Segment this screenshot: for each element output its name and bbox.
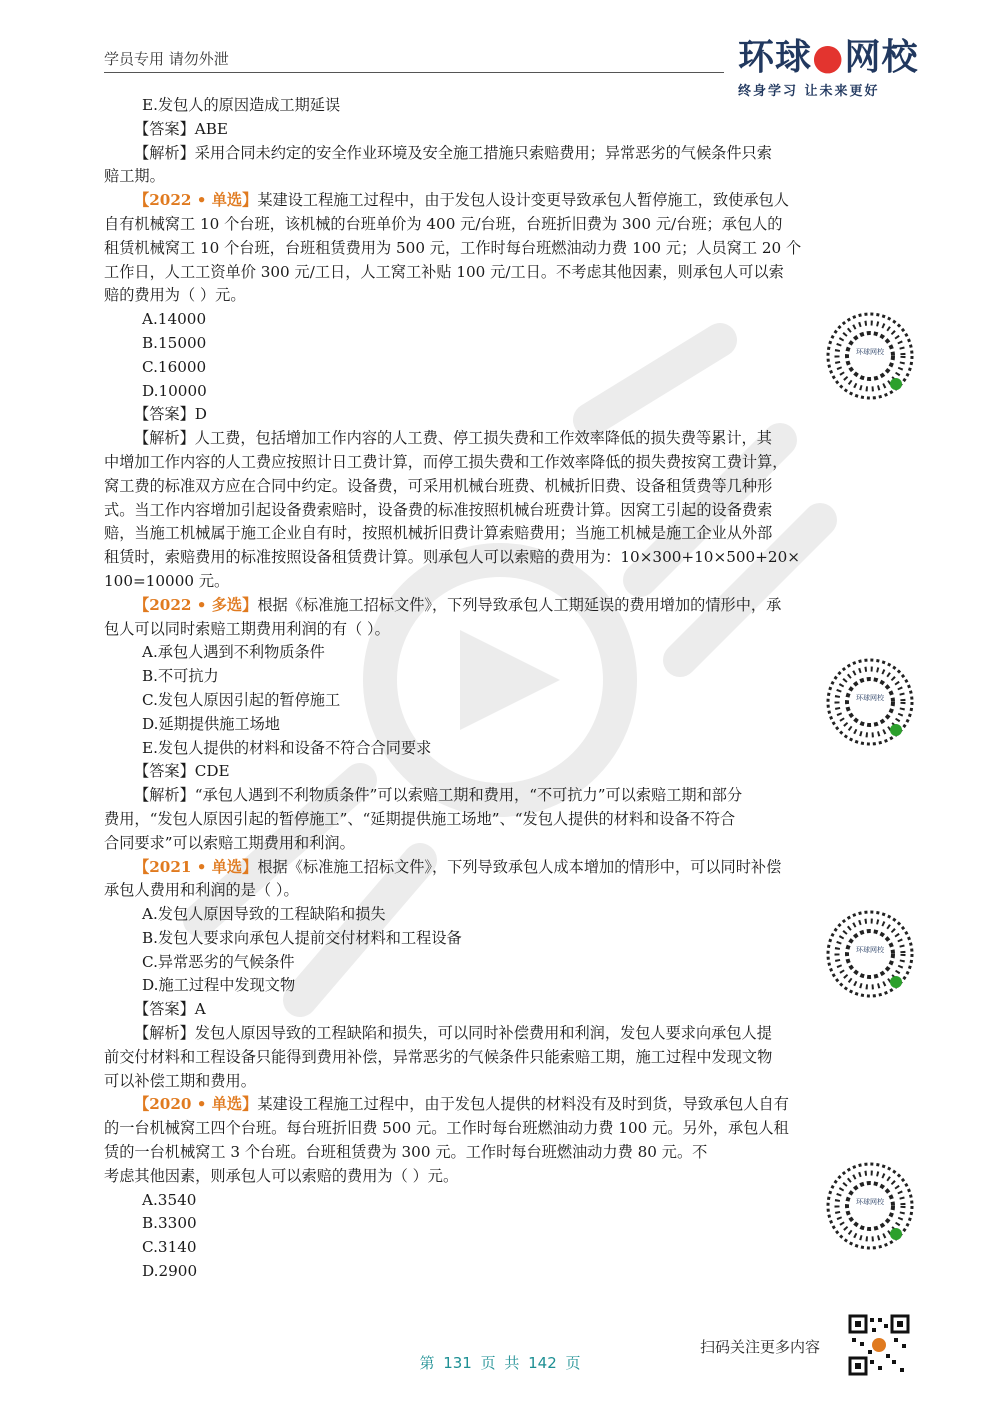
analysis: 【解析】采用合同未约定的安全作业环境及安全施工措施只索赔费用；异常恶劣的气候条件只索: [134, 143, 772, 162]
qr-label: 环球网校: [856, 946, 884, 954]
analysis-line: 赔，当施工机械属于施工企业自有时，按照机械折旧费计算索赔费用；当施工机械是施工企业从外部: [104, 524, 773, 543]
brand-logo: [738, 36, 918, 100]
option-e: E.发包人提供的材料和设备不符合合同要求: [142, 738, 432, 757]
answer: 【答案】ABE: [134, 119, 228, 138]
question-stem: 【2021 • 单选】根据《标准施工招标文件》，下列导致承包人成本增加的情形中，可以同时补偿: [134, 857, 782, 876]
qr-label: 环球网校: [856, 1198, 884, 1206]
analysis-line: 前交付材料和工程设备只能得到费用补偿，异常恶劣的气候条件只能索赔工期，施工过程中发现文物: [104, 1047, 773, 1066]
scan-prompt: 扫码关注更多内容: [700, 1338, 821, 1356]
question-stem-line: 承包人费用和利润的是（ ）。: [104, 881, 299, 900]
option-a: A.14000: [142, 310, 207, 329]
question-stem-line: 自有机械窝工 10 个台班，该机械的台班单价为 400 元/台班，台班折旧费为 300 元/台班；承包人的: [104, 214, 783, 233]
option-b: B.3300: [142, 1214, 197, 1233]
analysis-line: 窝工费的标准双方应在合同中约定。设备费，可采用机械台班费、机械折旧费、设备租赁费等几种形: [104, 476, 773, 495]
answer: 【答案】CDE: [134, 762, 230, 781]
option-d: D.10000: [142, 381, 207, 400]
option-a: A.发包人原因导致的工程缺陷和损失: [142, 905, 386, 924]
option-d: D.施工过程中发现文物: [142, 976, 296, 995]
question-tag: 【2021 • 单选】: [134, 857, 258, 876]
footer-qr-code-icon[interactable]: [848, 1314, 910, 1376]
option-a: A.承包人遇到不利物质条件: [142, 643, 325, 662]
analysis-line: 合同要求”可以索赔工期费用和利润。: [104, 833, 355, 852]
question-tag: 【2022 • 多选】: [134, 595, 258, 614]
qr-code-icon[interactable]: [826, 910, 914, 998]
logo-slogan: 终身学习 让未来更好: [738, 84, 880, 99]
question-stem-line: 考虑其他因素，则承包人可以索赔的费用为（ ）元。: [104, 1166, 459, 1185]
analysis: 【解析】发包人原因导致的工程缺陷和损失，可以同时补偿费用和利润，发包人要求向承包人提: [134, 1024, 772, 1043]
question-tag: 【2022 • 单选】: [134, 191, 258, 210]
question-tag: 【2020 • 单选】: [134, 1095, 258, 1114]
analysis-line: 中增加工作内容的人工费应按照计日工费计算，而停工损失费和工作效率降低的损失费按窝工费计算，: [104, 452, 788, 471]
question-stem: 【2022 • 单选】某建设工程施工过程中，由于发包人设计变更导致承包人暂停施工，致使承包人: [134, 191, 789, 210]
logo-title: 环球●网校: [738, 37, 919, 78]
answer: 【答案】A: [134, 1000, 206, 1019]
option-d: D.延期提供施工场地: [142, 714, 280, 733]
option-b: B.不可抗力: [142, 667, 219, 686]
header-note: 学员专用 请勿外泄: [104, 50, 229, 68]
question-stem-line: 的一台机械窝工四个台班。每台班折旧费 500 元。工作时每台班燃油动力费 100 元。另外，承包人租: [104, 1119, 789, 1138]
analysis-line: 租赁时，索赔费用的标准按照设备租赁费计算。则承包人可以索赔的费用为：10×300+10×500+20×: [104, 548, 800, 567]
analysis-line: 100=10000 元。: [104, 571, 230, 590]
answer: 【答案】D: [134, 405, 207, 424]
option-b: B.发包人要求向承包人提前交付材料和工程设备: [142, 928, 462, 947]
question-stem-line: 包人可以同时索赔工期费用利润的有（ ）。: [104, 619, 390, 638]
document-body: [104, 94, 916, 1284]
page-number: 第 131 页 共 142 页: [419, 1354, 581, 1372]
analysis-cont: 赔工期。: [104, 167, 165, 186]
question-stem: 【2020 • 单选】某建设工程施工过程中，由于发包人提供的材料没有及时到货，导致承包人自有: [134, 1095, 789, 1114]
qr-code-icon[interactable]: [826, 312, 914, 400]
option-c: C.16000: [142, 357, 207, 376]
analysis-line: 式。当工作内容增加引起设备费索赔时，设备费的标准按照机械台班费计算。因窝工引起的设备费索: [104, 500, 773, 519]
option-a: A.3540: [142, 1190, 197, 1209]
qr-code-icon[interactable]: [826, 1162, 914, 1250]
header-divider: [104, 72, 724, 73]
question-stem-line: 租赁机械窝工 10 个台班，台班租赁费用为 500 元，工作时每台班燃油动力费 100 元；人员窝工 20 个: [104, 238, 802, 257]
analysis: 【解析】“承包人遇到不利物质条件”可以索赔工期和费用，“不可抗力”可以索赔工期和部分: [134, 786, 743, 805]
question-stem-line: 赔的费用为（ ）元。: [104, 286, 246, 305]
option-d: D.2900: [142, 1262, 198, 1281]
analysis: 【解析】人工费，包括增加工作内容的人工费、停工损失费和工作效率降低的损失费等累计，其: [134, 429, 772, 448]
option-c: C.3140: [142, 1238, 197, 1257]
option-c: C.异常恶劣的气候条件: [142, 952, 295, 971]
option-c: C.发包人原因引起的暂停施工: [142, 690, 341, 709]
option-e: E.发包人的原因造成工期延误: [142, 96, 341, 114]
question-stem-line: 工作日，人工工资单价 300 元/工日，人工窝工补贴 100 元/工日。不考虑其他因素，则承包人可以索: [104, 262, 784, 281]
analysis-line: 费用，“发包人原因引起的暂停施工”、“延期提供施工场地”、“发包人提供的材料和设备不符合: [104, 809, 736, 828]
qr-code-icon[interactable]: [826, 658, 914, 746]
option-b: B.15000: [142, 333, 207, 352]
analysis-line: 可以补偿工期和费用。: [104, 1071, 256, 1090]
qr-label: 环球网校: [856, 694, 884, 702]
question-stem-line: 赁的一台机械窝工 3 个台班。台班租赁费为 300 元。工作时每台班燃油动力费 80 元。不: [104, 1143, 708, 1162]
question-stem: 【2022 • 多选】根据《标准施工招标文件》，下列导致承包人工期延误的费用增加的情形中，承: [134, 595, 782, 614]
qr-label: 环球网校: [856, 348, 884, 356]
